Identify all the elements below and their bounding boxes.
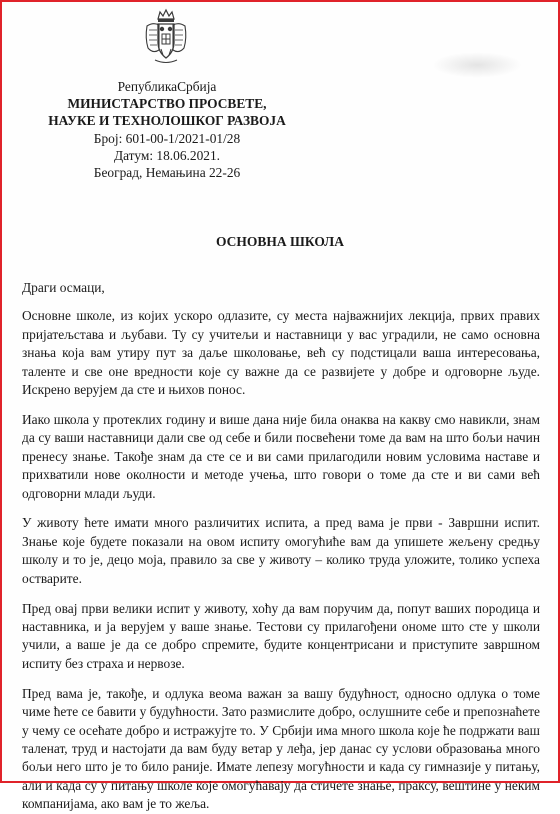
header-date: Датум: 18.06.2021. — [113, 147, 221, 163]
header-ministry-cont: НАУКЕ И ТЕХНОЛОШКОГ РАЗВОЈА — [48, 113, 286, 129]
paragraph: Пред вама је, такође, и одлука веома важан за вашу будућност, односно одлука о томе чиме ћете се бавити у будућности. Зато размислите добро, ослушните себе и препознаћете у чему се осећате добро и истражујте то. У Србији има много школа које ће подржати ваш таленат, труд и настојати да вам буду ветар у леђа, јер данас су услови образовања много бољи него што је то било раније. Имате лепезу могућности и када су гимназије у питању, али и када су у питању школе које омогућавају да стичете знање, праксу, вештине у неким компанијама, ако вам је то жеља. — [22, 685, 540, 812]
header-number: Број: 601-00-1/2021-01/28 — [93, 130, 241, 146]
header-address: Београд, Немањина 22-26 — [93, 165, 241, 181]
paragraph: Основне школе, из којих ускоро одлазите, су места најважнијих лекција, првих правих пријатељстава и љубави. Ту су учитељи и наставници у вас уградили, не само основна знања која вам утиру пут за даље школовање, већ су подстицали ваша интересовања, таленте и све оне вредности које су важне да се развијете у добре и одговорне људе. Искрено верујем да сте и њихов понос. — [22, 308, 540, 398]
serbian-coat-of-arms-icon — [143, 8, 189, 66]
greeting: Драги осмаци, — [22, 280, 105, 295]
paragraph: Иако школа у протеклих годину и више дана није била онаква на какву смо навикли, знам да су ваши наставници дали све од себе и били посвећени томе да вам на што бољи начин пренесу знање. Такође знам да сте се и ви сами прилагодили новим условима наставе и прихватили нове околности и методе учења, што говори о томе да сте и ви сами већ одговорни млади људи. — [22, 411, 540, 501]
paragraph: Пред овај први велики испит у животу, хоћу да вам поручим да, попут ваших породица и наставника, и ја верујем у ваше знање. Тестови су прилагођени ономе што сте у школи учили, а ваше је да се добро спремите, будите концентрисани и приступите завршном испиту без страха и нервозе. — [22, 600, 540, 671]
header-ministry: МИНИСТАРСТВО ПРОСВЕТЕ, — [67, 96, 267, 112]
letter-title: ОСНОВНА ШКОЛА — [216, 234, 344, 249]
paragraph: У животу ћете имати много различитих испита, а пред вама је први - Завршни испит. Знање које будете показали на овом испиту омогућиће вам да упишете жељену средњу школу и то је, децо моја, правило за све у животу – колико труда уложите, толико успеха остварите. — [22, 515, 540, 586]
header-republic: РепубликаСрбија — [117, 79, 217, 94]
scan-smudge — [432, 52, 522, 78]
letterhead — [42, 78, 292, 181]
letter-body — [22, 279, 540, 814]
